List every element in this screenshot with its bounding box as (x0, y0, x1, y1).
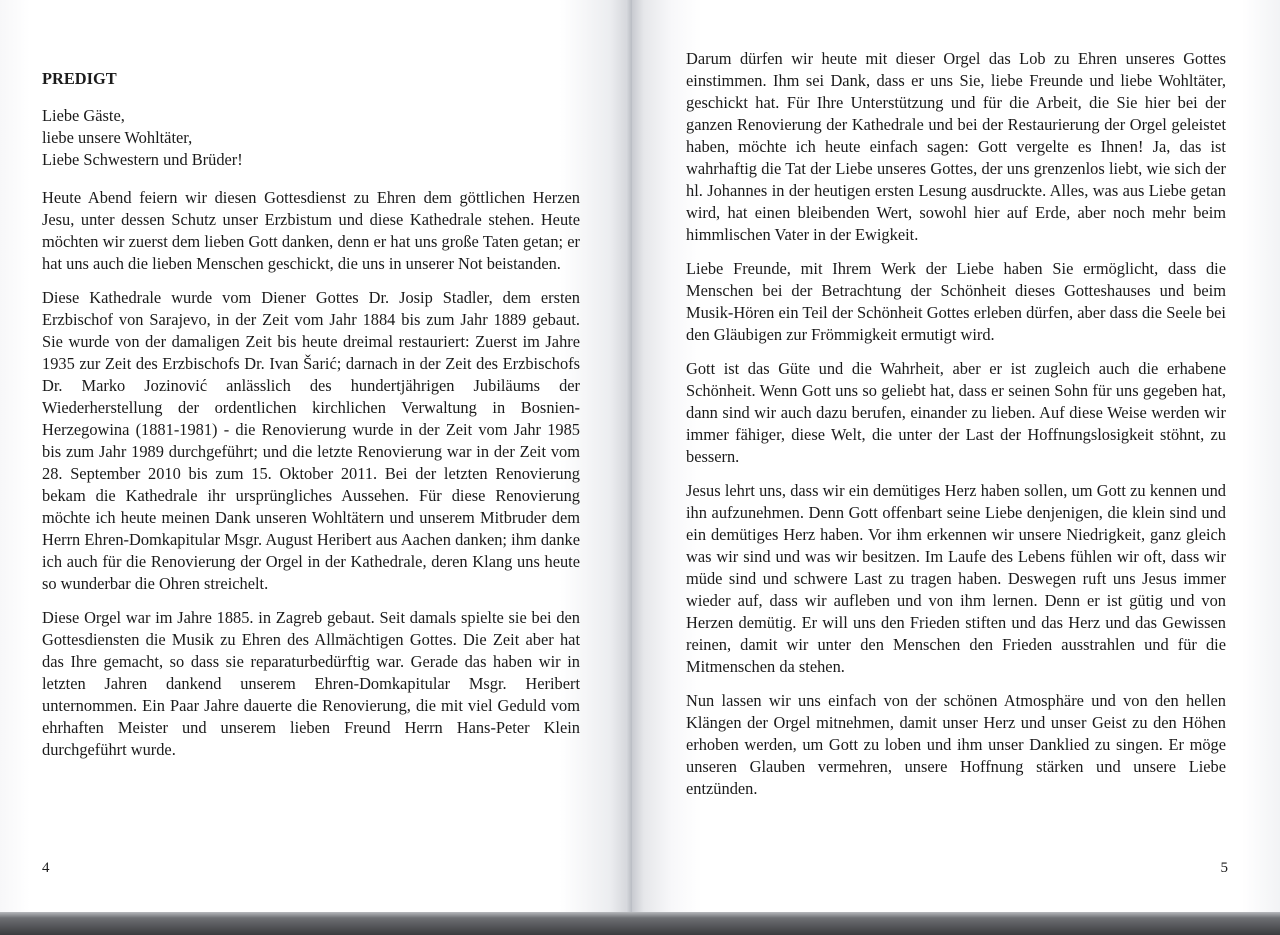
right-page (632, 0, 1280, 912)
paragraph: Diese Kathedrale wurde vom Diener Gottes Dr. Josip Stadler, dem ersten Erzbischof von Sarajevo, in der Zeit vom Jahr 1884 bis zum Jahr 1889 gebaut. Sie wurde von der damaligen Zeit bis heute dreimal restauriert: Zuerst im Jahre 1935 zur Zeit des Erzbischofs Dr. Ivan Šarić; darnach in der Zeit des Erzbischofs Dr. Marko Jozinović anlässlich des hundertjährigen Jubiläums der Wiederherstellung der ordentlichen kirchlichen Verwaltung in Bosnien-Herzegowina (1881-1981) - die Renovierung wurde in der Zeit vom Jahr 1985 bis zum Jahr 1989 durchgeführt; und die letzte Renovierung war in der Zeit vom 28. September 2010 bis zum 15. Oktober 2011. Bei der letzten Renovierung bekam die Kathedrale ihr ursprüngliches Aussehen. Für diese Renovierung möchte ich heute meinen Dank unseren Wohltätern und unserem Mitbruder dem Herrn Ehren-Domkapitular Msgr. August Heribert aus Aachen danken; ihm danke ich auch für die Renovierung der Orgel in der Kathedrale, deren Klang uns heute so wunderbar die Ohren streichelt. (42, 288, 580, 593)
paragraph: Nun lassen wir uns einfach von der schönen Atmosphäre und von den hellen Klängen der Orgel mitnehmen, damit unser Herz und unser Geist zu den Höhen erhoben werden, um Gott zu loben und ihm unser Danklied zu singen. Er möge unseren Glauben vermehren, unsere Hoffnung stärken und unsere Liebe entzünden. (686, 691, 1226, 798)
paragraph: Liebe Freunde, mit Ihrem Werk der Liebe haben Sie ermöglicht, dass die Menschen bei der Betrachtung der Schönheit dieses Gotteshauses und beim Musik-Hören ein Teil der Schönheit Gottes erleben dürfen, aber dass die Seele bei den Gläubigen zur Frömmigkeit ermutigt wird. (686, 259, 1226, 344)
paragraph: Jesus lehrt uns, dass wir ein demütiges Herz haben sollen, um Gott zu kennen und ihn aufzunehmen. Denn Gott offenbart seine Liebe denjenigen, die klein sind und ein demütiges Herz haben. Vor ihm erkennen wir unsere Niedrigkeit, ganz gleich was wir sind und was wir besitzen. Im Laufe des Lebens fühlen wir oft, dass wir müde sind und schwere Last zu tragen haben. Deswegen ruft uns Jesus immer wieder auf, dass wir aufleben und von ihm lernen. Denn er ist gütig und von Herzen demütig. Er will uns den Frieden stiften und das Herz und das Gewissen reinen, damit wir unter den Menschen den Frieden ausstrahlen und für die Mitmenschen da stehen. (686, 481, 1226, 676)
paragraph: Darum dürfen wir heute mit dieser Orgel das Lob zu Ehren unseres Gottes einstimmen. Ihm sei Dank, dass er uns Sie, liebe Freunde und liebe Wohltäter, geschickt hat. Für Ihre Unterstützung und für die Arbeit, die Sie hier bei der ganzen Renovierung der Kathedrale und bei der Restaurierung der Orgel geleistet haben, möchte ich heute einfach sagen: Gott vergelte es Ihnen! Ja, das ist wahrhaftig die Tat der Liebe unseres Gottes, der uns grenzenlos liebt, wie sich der hl. Johannes in der heutigen ersten Lesung ausdruckte. Alles, was aus Liebe getan wird, hat einen bleibenden Wert, sowohl hier auf Erde, aber noch mehr beim himmlischen Vater in der Ewigkeit. (686, 49, 1226, 244)
paragraph: Gott ist das Güte und die Wahrheit, aber er ist zugleich auch die erhabene Schönheit. Wenn Gott uns so geliebt hat, dass er seinen Sohn für uns gegeben hat, dann sind wir auch dazu berufen, einander zu lieben. Auf diese Weise werden wir immer fähiger, diese Welt, die unter der Last der Hoffnungslosigkeit stöhnt, zu bessern. (686, 359, 1226, 466)
page-number: 4 (42, 860, 50, 876)
greeting-line: Liebe Gäste, (42, 106, 125, 125)
paragraph: Diese Orgel war im Jahre 1885. in Zagreb gebaut. Seit damals spielte sie bei den Gottesdiensten die Musik zu Ehren des Allmächtigen Gottes. Die Zeit aber hat das Ihre gemacht, so dass sie reparaturbedürftig war. Gerade das haben wir in letzten Jahren dankend unserem Ehren-Domkapitular Msgr. Heribert unternommen. Ein Paar Jahre dauerte die Renovierung, die mit viel Geduld vom ehrhaften Meister und unserem lieben Freund Herrn Hans-Peter Klein durchgeführt wurde. (42, 608, 580, 759)
greeting-block (42, 105, 580, 171)
page-number: 5 (1220, 860, 1228, 876)
greeting-line: liebe unsere Wohltäter, (42, 128, 193, 147)
greeting-line: Liebe Schwestern und Brüder! (42, 150, 243, 169)
scan-bottom-edge (0, 912, 1280, 935)
left-page (0, 0, 632, 912)
paragraph: Heute Abend feiern wir diesen Gottesdienst zu Ehren dem göttlichen Herzen Jesu, unter dessen Schutz unser Erzbistum und diese Kathedrale stehen. Heute möchten wir zuerst dem lieben Gott danken, denn er hat uns große Taten getan; er hat uns auch die lieben Menschen geschickt, die uns in unserer Not beistanden. (42, 188, 580, 273)
sermon-heading: PREDIGT (42, 69, 117, 88)
